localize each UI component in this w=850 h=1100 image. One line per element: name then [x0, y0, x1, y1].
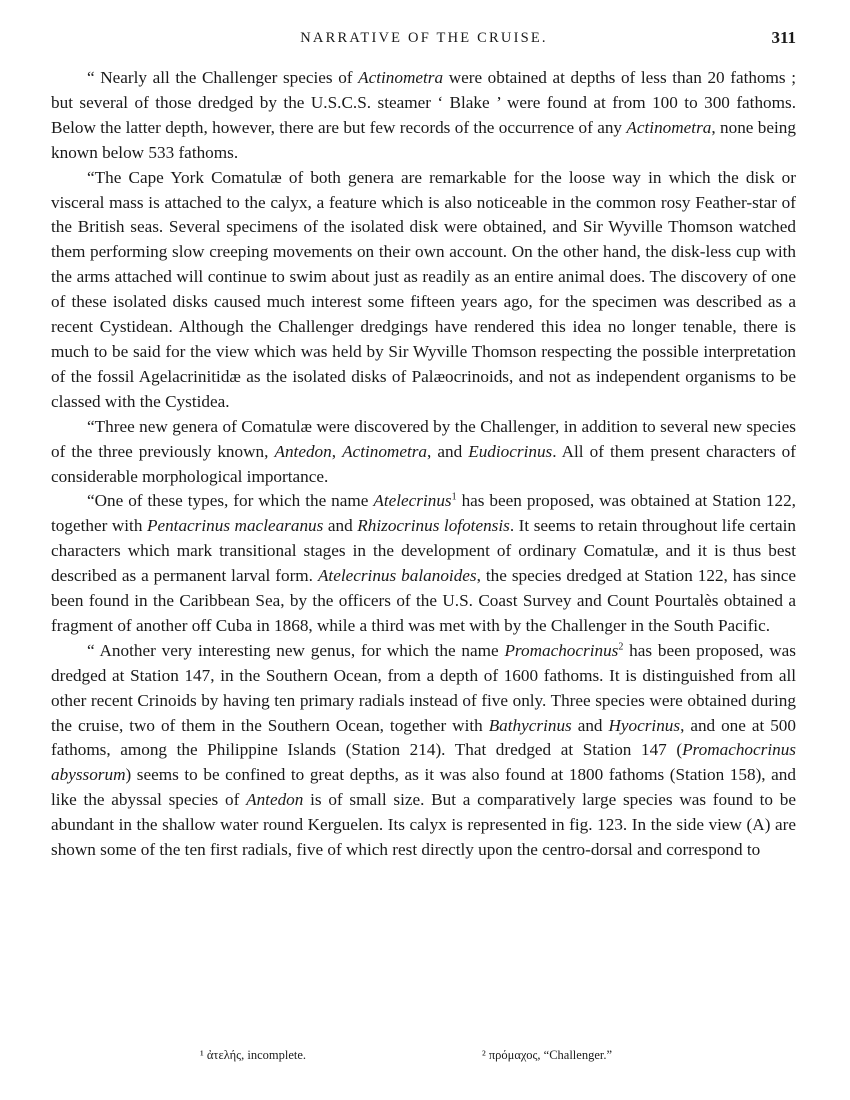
running-head: NARRATIVE OF THE CRUISE. [300, 30, 548, 46]
text-run: , none being known below 533 fathoms. [51, 117, 796, 162]
italic-term: Antedon [246, 790, 304, 810]
text-run: , and [427, 441, 469, 461]
text-run: were obtained at depths of less than 20 fathoms ; but several of those dredged by the U.S.C.S. steamer ‘ Blake ’ were found at from 100 to 300 fathoms. Below the latter depth, however, there are but few records of the occurrence of any [51, 68, 796, 137]
text-run: “Three new genera of Comatulæ were discovered by the Challenger, in addition to several new species of the three previously known, [51, 416, 796, 461]
text-run: has been proposed, was obtained at Station 122, together with [51, 491, 796, 536]
page-number: 311 [771, 28, 796, 47]
text-run: , the species dredged at Station 122, has since been found in the Caribbean Sea, by the officers of the U.S. Coast Survey and Count Pourtalès obtained a fragment of another off Cuba in 1868, while a third was met with by the Challenger in the South Pacific. [51, 566, 796, 635]
text-run: “One of these types, for which the name [87, 491, 374, 511]
italic-term: Bathycrinus [488, 715, 572, 735]
text-run: is of small size. But a comparatively large species was found to be abundant in the shallow water round Kerguelen. Its calyx is represented in fig. 123. In the side view (A) are shown some of the ten first radials, five of which rest directly upon the centro-dorsal and correspond to [51, 790, 796, 860]
italic-term: Actinometra [358, 68, 444, 87]
paragraph [51, 166, 796, 415]
paragraph [51, 489, 796, 638]
italic-term: Promachocrinus abyssorum [51, 740, 796, 785]
text-run: “The Cape York Comatulæ of both genera are remarkable for the loose way in which the disk or visceral mass is attached to the calyx, a feature which is also noticeable in the common rosy Feather-star of the British seas. Several specimens of the isolated disk were obtained, and Sir Wyville Thomson watched them performing slow creeping movements on their own account. On the other hand, the disk-less cup with the arms attached will continue to swim about just as readily as an entire animal does. The discovery of one of these isolated disks caused much interest some fifteen years ago, for the specimen was described as a recent Cystidean. Although the Challenger dredgings have rendered this idea no longer tenable, there is much to be said for the view which was held by Sir Wyville Thomson respecting the possible interpretation of the fossil Agelacrinitidæ as the isolated disks of Palæocrinoids, and not as independent organisms to be classed with the Cystidea. [51, 167, 796, 411]
text-run: and [323, 516, 358, 536]
text-run: “ Nearly all the Challenger species of [87, 68, 359, 87]
footnote-marker: 2 [618, 641, 624, 653]
italic-term: Atelecrinus [373, 491, 452, 511]
italic-term: Atelecrinus balanoides [317, 566, 477, 586]
italic-term: Actinometra [342, 441, 428, 461]
text-run: . It seems to retain throughout life certain characters which mark transitional stages in the development of ordinary Comatulæ, and it is thus best described as a permanent larval form. [51, 516, 796, 586]
text-run: and [571, 715, 609, 735]
italic-term: Antedon [274, 441, 332, 461]
italic-term: Eudiocrinus [468, 441, 553, 461]
italic-term: Rhizocrinus lofotensis [357, 516, 510, 536]
italic-term: Actinometra [626, 117, 712, 137]
footnote-2: ² πρόμαχος, “Challenger.” [482, 1048, 613, 1062]
italic-term: Promachocrinus [504, 640, 619, 660]
text-run: has been proposed, was dredged at Station 147, in the Southern Ocean, from a depth of 1600 fathoms. It is distinguished from all other recent Crinoids by having ten primary radials instead of five only. Three species were obtained during the cruise, two of them in the Southern Ocean, together with [51, 640, 796, 735]
paragraph [51, 66, 796, 166]
text-run: , [331, 441, 343, 461]
text-run: , and one at 500 fathoms, among the Philippine Islands (Station 214). That dredged at Station 147 ( [51, 715, 796, 760]
italic-term: Hyocrinus [608, 715, 681, 735]
footnote-marker: 1 [451, 491, 457, 503]
text-run: . All of them present characters of considerable morphological importance. [51, 441, 796, 486]
footnote-1: ¹ ἀτελής, incomplete. [200, 1048, 307, 1062]
text-run: “ Another very interesting new genus, for which the name [87, 640, 505, 660]
text-run: ) seems to be confined to great depths, as it was also found at 1800 fathoms (Station 158), and like the abyssal species of [51, 765, 796, 810]
page-header [52, 30, 796, 54]
footnotes [0, 1048, 850, 1068]
body-text [51, 66, 796, 863]
paragraph [51, 415, 796, 490]
italic-term: Pentacrinus maclearanus [146, 516, 324, 536]
paragraph [51, 639, 796, 863]
